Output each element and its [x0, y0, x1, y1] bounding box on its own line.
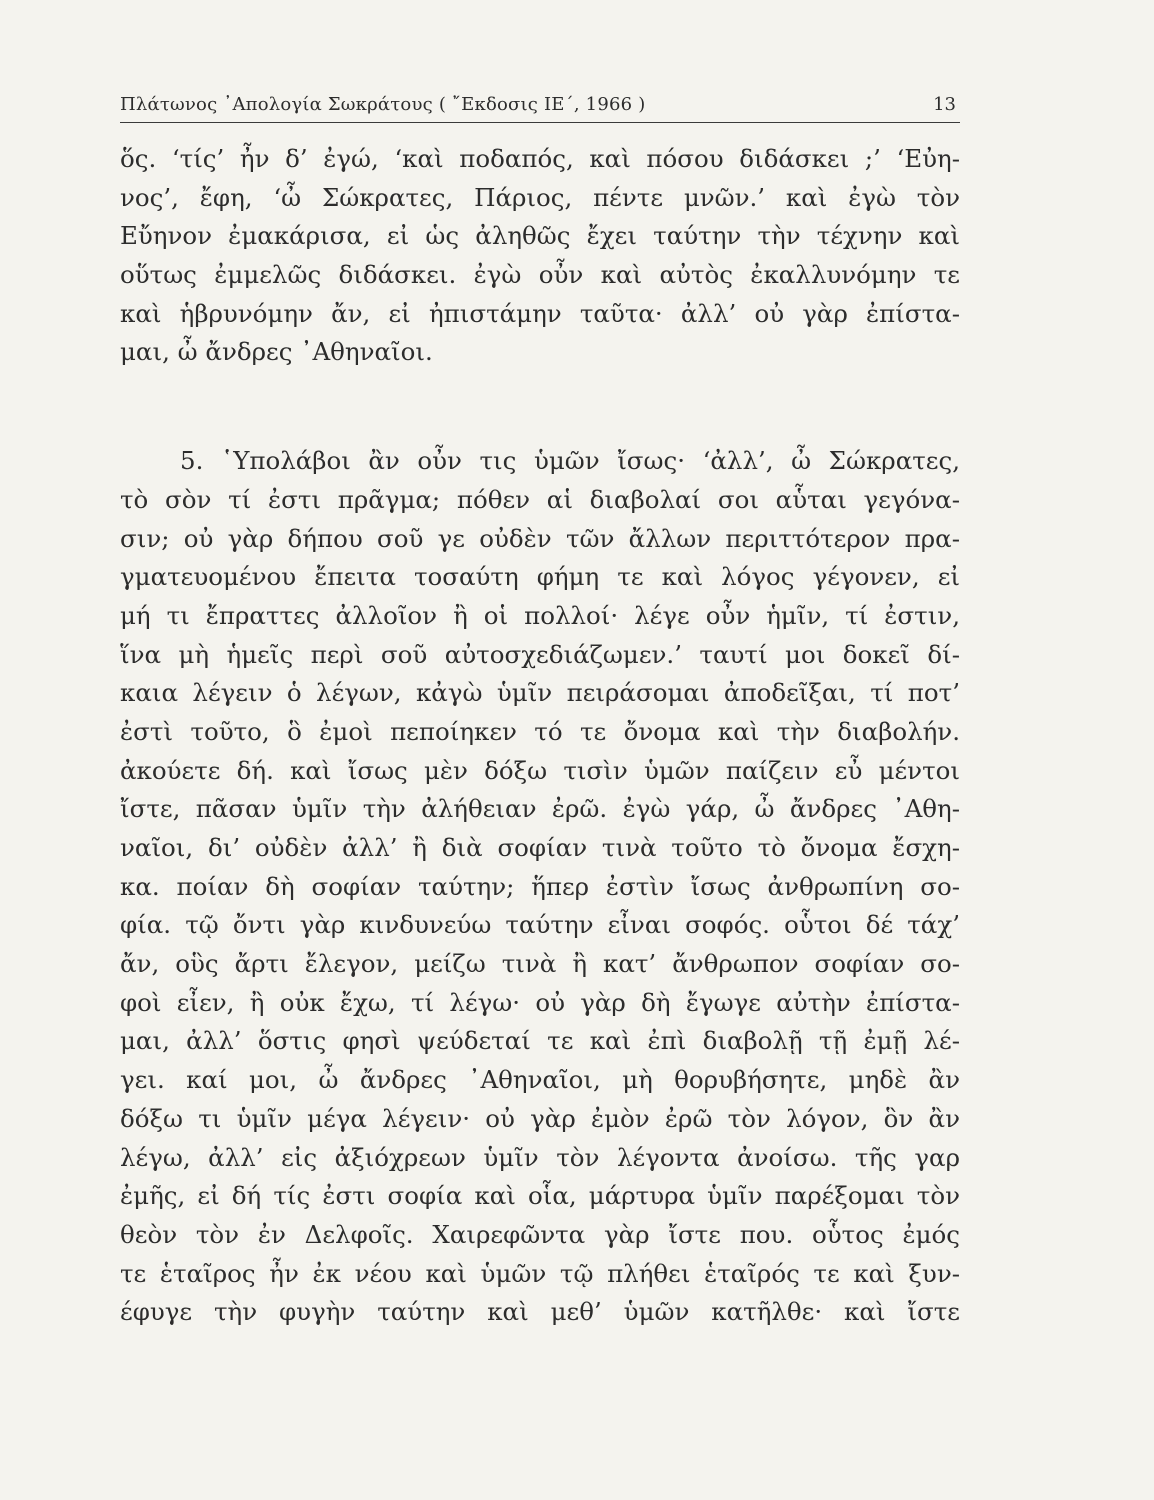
- text-line: λέγω, ἀλλ’ εἰς ἀξιόχρεων ὑμῖν τὸν λέγοντα ἀνοίσω. τῆς γαρ: [120, 1142, 960, 1172]
- text-line: μαι, ἀλλ’ ὅστις φησὶ ψεύδεταί τε καὶ ἐπὶ διαβολῇ τῇ ἐμῇ λέ-: [120, 1026, 960, 1056]
- text-line: 5. ῾Υπολάβοι ἂν οὖν τις ὑμῶν ἴσως· ‘ἀλλ’, ὦ Σώκρατες,: [180, 446, 960, 476]
- text-line: ἵνα μὴ ἡμεῖς περὶ σοῦ αὐτοσχεδιάζωμεν.’ ταυτί μοι δοκεῖ δί-: [120, 639, 960, 669]
- body-text: [120, 140, 960, 1332]
- paragraph-1: [120, 140, 960, 372]
- text-line: ὅς. ‘τίς’ ἦν δ’ ἐγώ, ‘καὶ ποδαπός, καὶ πόσου διδάσκει ;’ ‘Εὐη-: [120, 144, 960, 173]
- text-line: φία. τῷ ὄντι γὰρ κινδυνεύω ταύτην εἶναι σοφός. οὗτοι δέ τάχ’: [120, 910, 960, 940]
- text-line: ναῖοι, δι’ οὐδὲν ἀλλ’ ἢ διὰ σοφίαν τινὰ τοῦτο τὸ ὄνομα ἔσχη-: [120, 833, 960, 862]
- text-line: ἴστε, πᾶσαν ὑμῖν τὴν ἀλήθειαν ἐρῶ. ἐγὼ γάρ, ὦ ἄνδρες ᾿Αθη-: [120, 794, 960, 824]
- header-rule: [120, 122, 960, 123]
- text-line: καια λέγειν ὁ λέγων, κἀγὼ ὑμῖν πειράσομαι ἀποδεῖξαι, τί ποτ’: [120, 678, 960, 708]
- text-line: δόξω τι ὑμῖν μέγα λέγειν· οὐ γὰρ ἐμὸν ἐρῶ τὸν λόγον, ὃν ἂν: [120, 1103, 960, 1133]
- text-line: μαι, ὦ ἄνδρες ᾿Αθηναῖοι.: [120, 337, 433, 367]
- text-line: κα. ποίαν δὴ σοφίαν ταύτην; ἥπερ ἐστὶν ἴσως ἀνθρωπίνη σο-: [120, 871, 960, 901]
- paragraph-2: [120, 442, 960, 1332]
- text-line: θεὸν τὸν ἐν Δελφοῖς. Χαιρεφῶντα γὰρ ἴστε που. οὗτος ἐμός: [120, 1219, 960, 1249]
- page-number: 13: [933, 94, 956, 115]
- text-line: σιν; οὐ γὰρ δήπου σοῦ γε οὐδὲν τῶν ἄλλων περιττότερον πρα-: [120, 523, 960, 553]
- text-line: τε ἑταῖρος ἦν ἐκ νέου καὶ ὑμῶν τῷ πλήθει ἑταῖρός τε καὶ ξυν-: [120, 1258, 960, 1288]
- text-line: φοὶ εἶεν, ἢ οὐκ ἔχω, τί λέγω· οὐ γὰρ δὴ ἔγωγε αὐτὴν ἐπίστα-: [120, 987, 960, 1017]
- page-header: [120, 90, 960, 126]
- text-line: καὶ ἡβρυνόμην ἄν, εἰ ἠπιστάμην ταῦτα· ἀλλ’ οὐ γὰρ ἐπίστα-: [120, 298, 960, 328]
- text-line: έφυγε τὴν φυγὴν ταύτην καὶ μεθ’ ὑμῶν κατῆλθε· καὶ ἴστε: [120, 1297, 960, 1327]
- text-line: μή τι ἔπραττες ἀλλοῖον ἢ οἱ πολλοί· λέγε οὖν ἡμῖν, τί ἐστιν,: [120, 600, 960, 630]
- text-line: οὕτως ἐμμελῶς διδάσκει. ἐγὼ οὖν καὶ αὐτὸς ἐκαλλυνόμην τε: [120, 260, 960, 290]
- paragraph-gap: [120, 372, 960, 442]
- running-title: Πλάτωνος ᾿Απολογία Σωκράτους ( ῎Εκδοσις ΙΕ΄, 1966 ): [120, 94, 646, 115]
- text-line: ἐμῆς, εἰ δή τίς ἐστι σοφία καὶ οἷα, μάρτυρα ὑμῖν παρέξομαι τὸν: [120, 1181, 960, 1211]
- text-line: ἄν, οὓς ἄρτι ἔλεγον, μείζω τινὰ ἢ κατ’ ἄνθρωπον σοφίαν σο-: [120, 949, 960, 979]
- text-line: γματευομένου ἔπειτα τοσαύτη φήμη τε καὶ λόγος γέγονεν, εἰ: [120, 562, 960, 592]
- text-line: νος’, ἔφη, ‘ὦ Σώκρατες, Πάριος, πέντε μνῶν.’ καὶ ἐγὼ τὸν: [120, 182, 960, 212]
- text-line: γει. καί μοι, ὦ ἄνδρες ᾿Αθηναῖοι, μὴ θορυβήσητε, μηδὲ ἂν: [120, 1065, 960, 1095]
- text-line: τὸ σὸν τί ἐστι πρᾶγμα; πόθεν αἱ διαβολαί σοι αὗται γεγόνα-: [120, 484, 960, 514]
- text-line: ἀκούετε δή. καὶ ἴσως μὲν δόξω τισὶν ὑμῶν παίζειν εὖ μέντοι: [120, 755, 960, 785]
- text-line: Εὔηνον ἐμακάρισα, εἰ ὡς ἀληθῶς ἔχει ταύτην τὴν τέχνην καὶ: [120, 221, 960, 251]
- text-line: ἐστὶ τοῦτο, ὃ ἐμοὶ πεποίηκεν τό τε ὄνομα καὶ τὴν διαβολήν.: [120, 716, 960, 746]
